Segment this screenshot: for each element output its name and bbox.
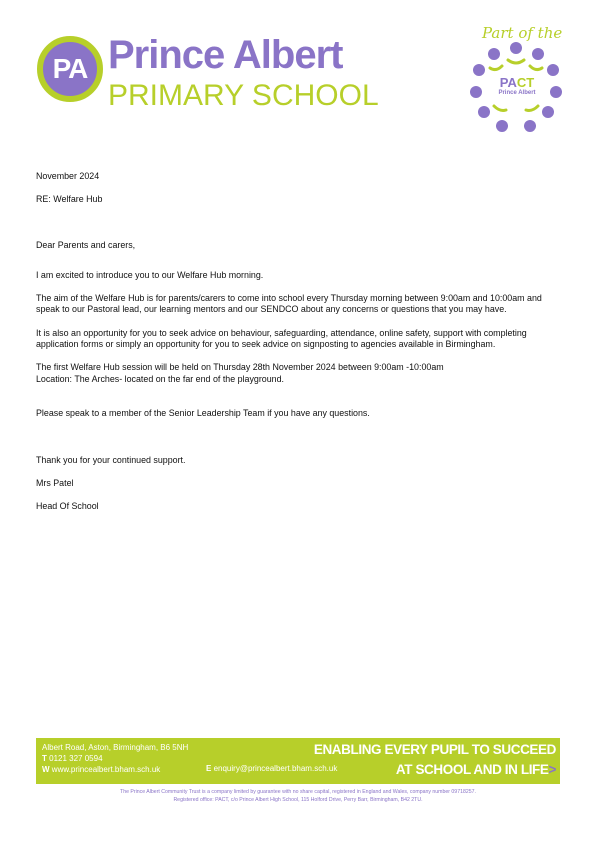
footer-contact xyxy=(42,742,188,775)
footer-phone: 0121 327 0594 xyxy=(49,754,103,763)
email-key: E xyxy=(206,764,212,773)
pact-wordmark xyxy=(492,76,542,89)
letter-intro: I am excited to introduce you to our Welfare Hub morning. xyxy=(36,269,264,280)
footer-bar xyxy=(36,738,560,784)
thanks-line: Thank you for your continued support. xyxy=(36,454,186,465)
session-line: The first Welfare Hub session will be held on Thursday 28th November 2024 between 9:00am -10:00am xyxy=(36,362,444,373)
pact-wordmark-part-2: CT xyxy=(516,75,535,90)
footer-address: Albert Road, Aston, Birmingham, B6 5NH xyxy=(42,743,189,752)
school-logo xyxy=(37,36,103,102)
footer-website-link[interactable]: www.princealbert.bham.sch.uk xyxy=(51,765,161,774)
pact-subtitle: Prince Albert xyxy=(498,90,536,96)
tagline-line-1: ENABLING EVERY PUPIL TO SUCCEED xyxy=(313,742,556,757)
phone-key: T xyxy=(42,754,47,763)
location-line: Location: The Arches- located on the far end of the playground. xyxy=(36,373,285,384)
footer-email-block xyxy=(206,764,337,773)
school-name: Prince Albert xyxy=(108,33,343,77)
tagline-line-2 xyxy=(396,762,556,777)
legal-line-1: The Prince Albert Community Trust is a company limited by guarantee with no share capital, registered in England and Wales, company number 09718257. xyxy=(120,789,476,795)
legal-notice xyxy=(36,788,560,804)
school-type: PRIMARY SCHOOL xyxy=(108,79,379,112)
questions-line: Please speak to a member of the Senior Leadership Team if you have any questions. xyxy=(36,408,370,419)
letter-salutation: Dear Parents and carers, xyxy=(36,240,136,251)
tagline-line-2-text: AT SCHOOL AND IN LIFE xyxy=(395,762,549,777)
part-of-label: Part of the xyxy=(482,24,563,42)
paragraph-aim: The aim of the Welfare Hub is for parents/carers to come into school every Thursday morning between 9:00am and 10:00am and speak to our Pastoral lead, our learning mentors and our SENDCO about any concerns or questions that you may have. xyxy=(36,292,542,315)
logo-initials: PA xyxy=(52,53,88,84)
signatory-title: Head Of School xyxy=(36,500,99,511)
paragraph-opportunity: It is also an opportunity for you to seek advice on behaviour, safeguarding, attendance, online safety, support with completing application forms or simply an opportunity for you to seek advice on signposting to agencies available in Birmingham. xyxy=(36,327,527,350)
letter-subject: RE: Welfare Hub xyxy=(36,194,103,205)
footer-email-link[interactable]: enquiry@princealbert.bham.sch.uk xyxy=(213,764,338,773)
letter-body xyxy=(36,171,561,512)
pact-wordmark-part-1: PA xyxy=(499,75,517,90)
letter-date: November 2024 xyxy=(36,171,100,181)
tagline-arrow-icon: > xyxy=(548,762,556,777)
signatory-name: Mrs Patel xyxy=(36,477,74,488)
legal-line-2: Registered office: PACT, c/o Prince Albert High School, 115 Holford Drive, Perry Barr, Birmingham, B42 2TU. xyxy=(173,797,423,803)
web-key: W xyxy=(42,765,50,774)
